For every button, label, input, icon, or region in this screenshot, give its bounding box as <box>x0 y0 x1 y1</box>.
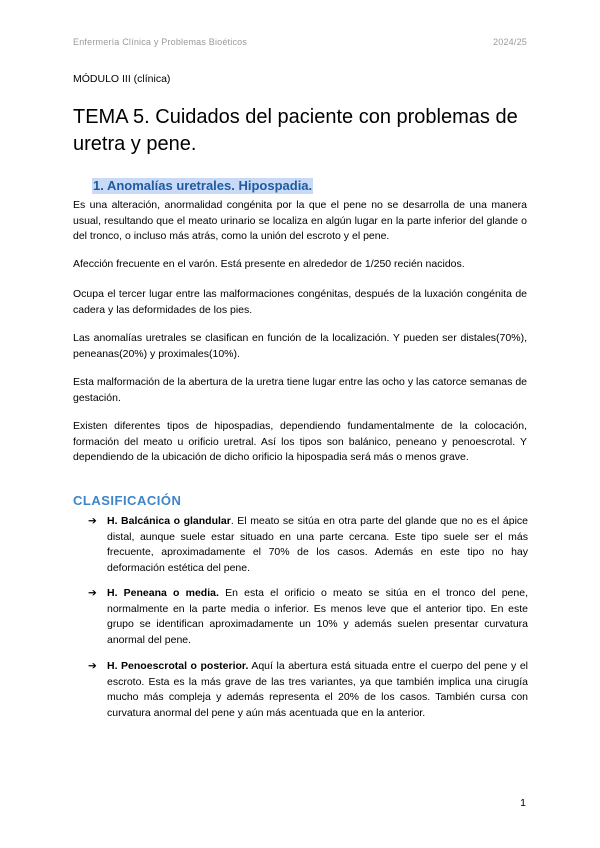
paragraph-gestation: Esta malformación de la abertura de la uretra tiene lugar entre las ocho y las catorce semanas de gestación. <box>73 376 527 404</box>
list-item-description: Aquí la abertura está situada entre el cuerpo del pene y el escroto. Esta es la más grave de las tres variantes, ya que también implica una cirugía mucho más compleja y además representa el 20% de los casos. También cursa con curvatura anormal del pene y aún más acentuada que en la anterior. <box>107 660 529 719</box>
list-item <box>88 586 528 648</box>
list-item-text <box>107 514 528 576</box>
paragraph-classification: Las anomalías uretrales se clasifican en función de la localización. Y pueden ser distales(70%), peneanas(20%) y proximales(10%). <box>73 332 527 360</box>
paragraph-ranking: Ocupa el tercer lugar entre las malformaciones congénitas, después de la luxación congénita de cadera y las deformidades de los pies. <box>73 288 527 316</box>
module-label: MÓDULO III (clínica) <box>73 73 171 85</box>
paragraph-frequency: Afección frecuente en el varón. Está presente en alrededor de 1/250 recién nacidos. <box>73 258 465 270</box>
section-heading: 1. Anomalías uretrales. Hipospadia. <box>93 178 313 193</box>
arrow-right-icon: ➔ <box>88 515 97 527</box>
paragraph-definition: Es una alteración, anormalidad congénita por la que el pene no se desarrolla de una manera usual, resultando que el meato urinario se localiza en algún lugar en la parte inferior del glande o del tronco, o incluso más atrás, como la unión del escroto y el pene. <box>73 199 527 242</box>
list-item-text <box>107 659 528 721</box>
arrow-right-icon: ➔ <box>88 660 97 672</box>
list-item-term: H. Balcánica o glandular <box>107 515 231 527</box>
arrow-right-icon: ➔ <box>88 587 97 599</box>
paragraph-types: Existen diferentes tipos de hipospadias, dependiendo fundamentalmente de la colocación, formación del meato u orificio uretral. Así los tipos son balánico, peneano y penoescrotal. Y dependiendo de la ubicación de dicho orificio la hipospadia será más o menos grave. <box>73 420 527 463</box>
list-item-term: H. Penoescrotal o posterior. <box>107 660 249 672</box>
header-course-title: Enfermería Clínica y Problemas Bioéticos <box>73 37 248 47</box>
list-item-term: H. Peneana o media. <box>107 587 219 599</box>
list-item-text <box>107 586 528 648</box>
header-academic-year: 2024/25 <box>493 37 527 47</box>
classification-heading: CLASIFICACIÓN <box>73 493 182 508</box>
page-number: 1 <box>520 797 526 809</box>
list-item-description: . El meato se sitúa en otra parte del glande que no es el ápice distal, aunque suele estar situado en una parte cercana. Este tipo suele ser el más frecuente, aproximadamente el 70% de los casos. Además en este tipo no hay deformación estética del pene. <box>107 515 529 574</box>
list-item <box>88 514 528 576</box>
page-title: TEMA 5. Cuidados del paciente con problemas de uretra y pene. <box>73 106 518 155</box>
list-item-description: En esta el orificio o meato se sitúa en el tronco del pene, normalmente en la parte media o inferior. Es menos leve que el anterior tipo. En este grupo se identifican aproximadamente un 10% y además suelen presentar curvatura anormal del pene. <box>107 587 528 646</box>
list-item <box>88 659 528 721</box>
